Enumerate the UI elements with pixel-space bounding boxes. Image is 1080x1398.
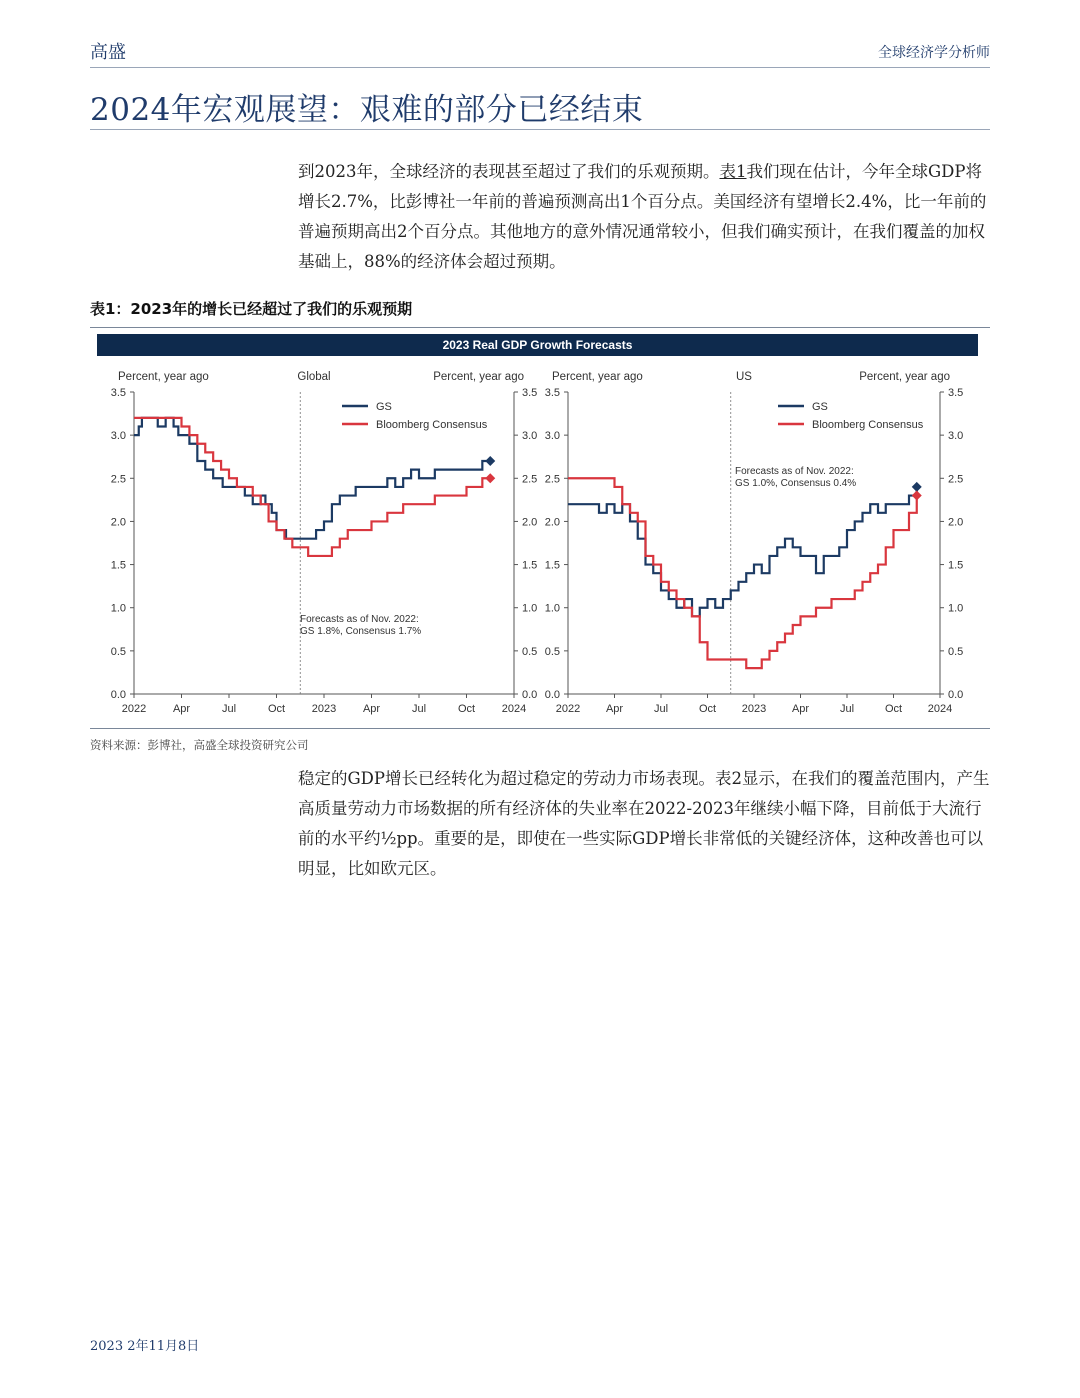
panel-us-legend-label-0: GS <box>812 401 828 413</box>
panel-us-ytick-label-left: 0.5 <box>544 645 560 658</box>
panel-global-series-consensus-end-marker <box>485 473 495 483</box>
panel-global-ytick-label-left: 2.5 <box>110 473 126 486</box>
panel-us-ytick-label-right: 3.5 <box>948 387 964 399</box>
panel-us-ytick-label-right: 1.5 <box>948 559 964 572</box>
figure-caption: 表1：2023年的增长已经超过了我们的乐观预期 <box>90 300 413 318</box>
panel-global-series-gs-line <box>134 418 490 539</box>
panel-us-ytick-label-right: 2.5 <box>948 473 964 486</box>
panel-us-series-gs-line <box>568 487 917 616</box>
panel-us-xtick-label: Jul <box>839 703 855 715</box>
figure-top-rule <box>90 327 990 328</box>
panel-us-xtick-label: 2023 <box>741 703 767 715</box>
panel-global-xtick-label: Apr <box>362 703 381 715</box>
panel-us-panel-title: US <box>736 371 752 383</box>
panel-global-xtick-label: Jul <box>411 703 427 715</box>
panel-global-xtick-label: Apr <box>172 703 191 715</box>
panel-us-ytick-label-right: 2.0 <box>948 516 964 529</box>
panel-global-xtick-label: 2024 <box>501 703 527 715</box>
panel-global-series-consensus-line <box>134 418 490 556</box>
panel-us-ytick-label-right: 0.0 <box>948 689 964 701</box>
panel-global-ytick-label-left: 0.5 <box>110 645 126 658</box>
panel-global-xtick-label: 2022 <box>121 703 147 715</box>
panel-global-ytick-label-right: 3.5 <box>522 387 538 399</box>
panel-us-series-gs-end-marker <box>912 482 922 492</box>
panel-us-ytick-label-left: 1.0 <box>544 602 560 615</box>
page-title: 2024年宏观展望：艰难的部分已经结束 <box>90 92 644 128</box>
panel-global-ytick-label-left: 2.0 <box>110 516 126 529</box>
panel-us-xtick-label: 2024 <box>927 703 953 715</box>
panel-global-annotation-line: Forecasts as of Nov. 2022: <box>300 614 419 625</box>
para2-text: 稳定的GDP增长已经转化为超过稳定的劳动力市场表现。表2显示，在我们的覆盖范围内，产生高质量劳动力市场数据的所有经济体的失业率在2022-2023年继续小幅下降，目前低于大流行前的水平约½pp。重要的是，即使在一些实际GDP增长非常低的关键经济体，这种改善也可以明显，比如欧元区。 <box>298 769 990 878</box>
gdp-forecast-figure <box>90 330 990 728</box>
panel-global-annotation-line: GS 1.8%, Consensus 1.7% <box>300 626 422 637</box>
panel-us-legend-label-1: Bloomberg Consensus <box>812 419 924 431</box>
panel-us-xtick-label: 2022 <box>555 703 581 715</box>
panel-us-series-consensus-line <box>568 478 917 668</box>
panel-global-series-gs-end-marker <box>485 456 495 466</box>
panel-us-xtick-label: Apr <box>605 703 624 715</box>
panel-us-ytick-label-left: 2.0 <box>544 516 560 529</box>
panel-us-xtick-label: Apr <box>791 703 810 715</box>
panel-global-ylabel-left: Percent, year ago <box>118 371 209 383</box>
panel-global-ylabel-right: Percent, year ago <box>433 371 524 383</box>
panel-us-ylabel-left: Percent, year ago <box>552 371 643 383</box>
panel-global-panel-title: Global <box>297 371 331 383</box>
panel-us-annotation-line: Forecasts as of Nov. 2022: <box>735 466 854 477</box>
panel-us-annotation-line: GS 1.0%, Consensus 0.4% <box>735 478 857 489</box>
para1-text-a: 到2023年，全球经济的表现甚至超过了我们的乐观预期。 <box>298 162 720 181</box>
panel-global-ytick-label-right: 0.5 <box>522 645 538 658</box>
panel-global-ytick-label-left: 1.0 <box>110 602 126 615</box>
panel-us-ytick-label-left: 1.5 <box>544 559 560 572</box>
table1-reference-link[interactable]: 表1 <box>719 162 747 181</box>
panel-global-xtick-label: Oct <box>457 703 476 715</box>
panel-us-xtick-label: Oct <box>698 703 717 715</box>
para1-text-b: 我们现在估计，今年全球GDP将增长2.7%，比彭博社一年前的普遍预测高出1个百分点。美国经济有望增长2.4%，比一年前的普遍预期高出2个百分点。其他地方的意外情况通常较小，但我们确实预计，在我们覆盖的加权基础上，88%的经济体会超过预期。 <box>298 162 987 271</box>
panel-global-ytick-label-left: 3.5 <box>110 387 126 399</box>
panel-us-ytick-label-right: 3.0 <box>948 430 964 443</box>
panel-global-ytick-label-right: 1.5 <box>522 559 538 572</box>
header-brand: 高盛 <box>90 42 126 63</box>
panel-global-ytick-label-right: 1.0 <box>522 602 538 615</box>
panel-global-ytick-label-left: 3.0 <box>110 430 126 443</box>
title-divider <box>90 129 990 130</box>
header-divider <box>90 67 990 68</box>
panel-global-ytick-label-right: 2.5 <box>522 473 538 486</box>
figure-bottom-rule <box>90 728 990 729</box>
panel-us-ytick-label-right: 1.0 <box>948 602 964 615</box>
panel-global-legend-label-1: Bloomberg Consensus <box>376 419 488 431</box>
panel-us-ylabel-right: Percent, year ago <box>859 371 950 383</box>
figure-source: 资料来源：彭博社，高盛全球投资研究公司 <box>90 738 309 752</box>
panel-us-xtick-label: Oct <box>884 703 903 715</box>
panel-global-ytick-label-right: 3.0 <box>522 430 538 443</box>
panel-global-xtick-label: 2023 <box>311 703 337 715</box>
panel-global-xtick-label: Oct <box>267 703 286 715</box>
panel-global-xtick-label: Jul <box>221 703 237 715</box>
labor-paragraph <box>298 764 990 884</box>
panel-global-ytick-label-left: 1.5 <box>110 559 126 572</box>
chart-canvas <box>90 330 990 728</box>
panel-us-ytick-label-left: 0.0 <box>544 689 560 701</box>
header-section-label: 全球经济学分析师 <box>878 45 990 61</box>
panel-global-ytick-label-right: 2.0 <box>522 516 538 529</box>
panel-us-ytick-label-left: 3.0 <box>544 430 560 443</box>
chart-title-banner: 2023 Real GDP Growth Forecasts <box>97 334 978 356</box>
panel-us-xtick-label: Jul <box>653 703 669 715</box>
panel-global-ytick-label-left: 0.0 <box>110 689 126 701</box>
panel-us-ytick-label-left: 2.5 <box>544 473 560 486</box>
intro-paragraph <box>298 157 990 277</box>
panel-us-ytick-label-right: 0.5 <box>948 645 964 658</box>
panel-global-legend-label-0: GS <box>376 401 392 413</box>
panel-us-ytick-label-left: 3.5 <box>544 387 560 399</box>
panel-global-ytick-label-right: 0.0 <box>522 689 538 701</box>
footer-date: 2023 2年11月8日 <box>90 1339 200 1354</box>
panel-us-series-consensus-end-marker <box>912 491 922 501</box>
